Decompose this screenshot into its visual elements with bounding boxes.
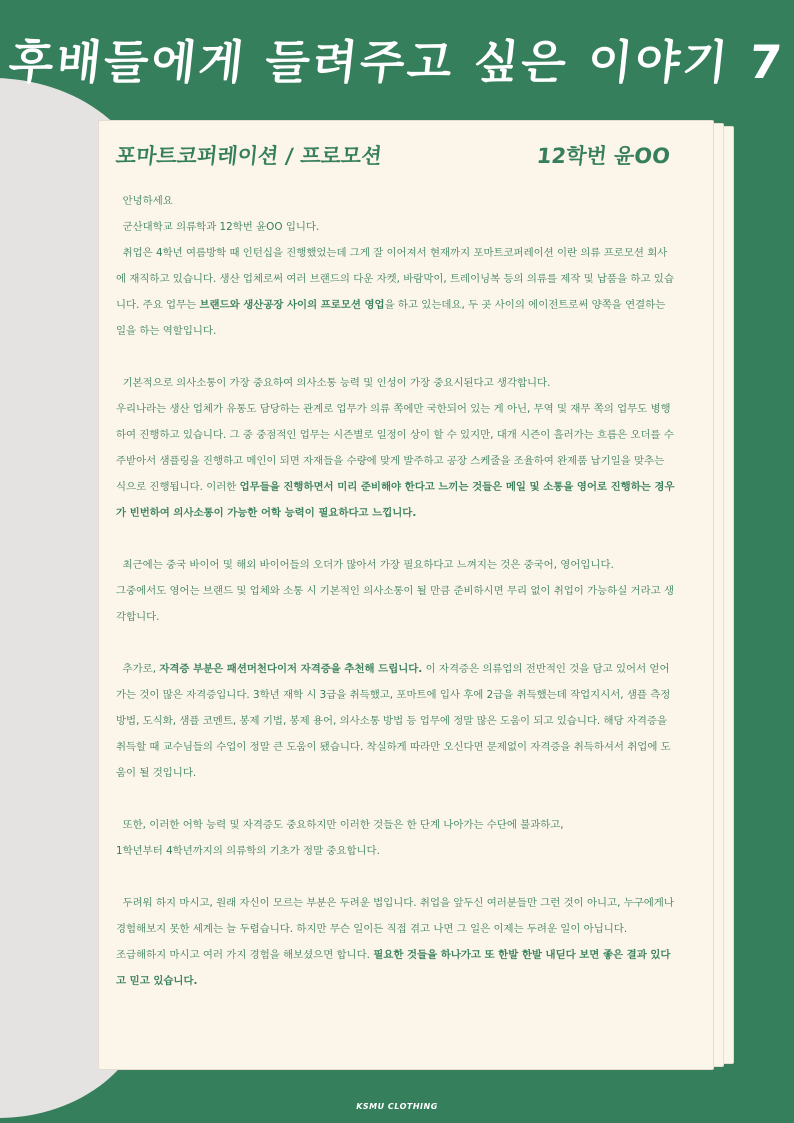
greeting: 안녕하세요	[122, 195, 173, 207]
intro: 군산대학교 의류학과 12학번 윤OO 입니다.	[122, 221, 320, 233]
letter-content	[98, 120, 694, 1070]
footer-brand: KSMU CLOTHING	[356, 1102, 438, 1111]
company-name: 포마트코퍼레이션 / 프로모션	[114, 144, 383, 168]
paragraph-2: 기본적으로 의사소통이 가장 중요하여 의사소통 능력 및 인성이 가장 중요시된다고 생각합니다. 우리나라는 생산 업체가 유통도 담당하는 관계로 업무가 의류 쪽에만 국한되어 있는 게 아닌, 무역 및 재무 쪽의 업무도 병행하여 진행하고 있습니다. 그 중 중점적인 업무는 시즌별로 일정이 상이 할 수 있지만, 대개 시즌이 흘러가는 흐름은 오더를 수주받아서 샘플링을 진행하고 메인이 되면 자재들을 수량에 맞게 발주하고 공장 스케줄을 조율하여 완제품 납기일을 맞추는 식으로 진행됩니다. 이러한 업무들을 진행하면서 미리 준비해야 한다고 느끼는 것들은 메일 및 소통을 영어로 진행하는 경우가 빈번하여 의사소통이 가능한 어학 능력이 필요하다고 느낍니다.	[116, 377, 675, 519]
paper-stack	[98, 120, 734, 1070]
page-title: 후배들에게 들려주고 싶은 이야기 7	[6, 35, 788, 89]
paragraph-3: 최근에는 중국 바이어 및 해외 바이어들의 오더가 많아서 가장 필요하다고 느껴지는 것은 중국어, 영어입니다. 그중에서도 영어는 브랜드 및 업체와 소통 시 기본적인 의사소통이 될 만큼 준비하시면 무리 없이 취업이 가능하실 거라고 생각합니다.	[116, 559, 675, 623]
paragraph-5: 또한, 이러한 어학 능력 및 자격증도 중요하지만 이러한 것들은 한 단계 나아가는 수단에 불과하고, 1학년부터 4학년까지의 의류학의 기초가 정말 중요합니다.	[116, 819, 564, 857]
paragraph-6: 두려워 하지 마시고, 원래 자신이 모르는 부분은 두려운 법입니다. 취업을 앞두신 여러분들만 그런 것이 아니고, 누구에게나 경험해보지 못한 세계는 늘 두렵습니다. 하지만 무슨 일이든 직접 겪고 나면 그 일은 이제는 두려운 일이 아닙니다. 조급해하지 마시고 여러 가지 경험을 해보셨으면 합니다. 필요한 것들을 하나가고 또 한발 한발 내딛다 보면 좋은 결과 있다고 믿고 있습니다.	[116, 897, 674, 987]
author-name: 12학번 윤OO	[535, 144, 672, 168]
paragraph-1: 취업은 4학년 여름방학 때 인턴십을 진행했었는데 그게 잘 이어져서 현재까지 포마트코퍼레이션 이란 의류 프로모션 회사에 재직하고 있습니다. 생산 업체로써 여러 브랜드의 다운 자켓, 바람막이, 트레이닝복 등의 의류를 제작 및 납품을 하고 있습니다. 주요 업무는 브랜드와 생산공장 사이의 프로모션 영업을 하고 있는데요, 두 곳 사이의 에이전트로써 양쪽을 연결하는 일을 하는 역할입니다.	[116, 247, 674, 337]
letter-body	[116, 188, 676, 994]
paragraph-4: 추가로, 자격증 부분은 패션머천다이저 자격증을 추천해 드립니다. 이 자격증은 의류업의 전반적인 것을 담고 있어서 얻어가는 것이 많은 자격증입니다. 3학년 재학 시 3급을 취득했고, 포마트에 입사 후에 2급을 취득했는데 작업지시서, 샘플 측정 방법, 도식화, 샘플 코멘트, 봉제 기법, 봉제 용어, 의사소통 방법 등 업무에 정말 많은 도움이 되고 있습니다. 해당 자격증을 취득할 때 교수님들의 수업이 정말 큰 도움이 됐습니다. 착실하게 따라만 오신다면 문제없이 자격증을 취득하셔서 취업에 도움이 될 것입니다.	[116, 663, 671, 779]
letter-header	[116, 140, 676, 170]
